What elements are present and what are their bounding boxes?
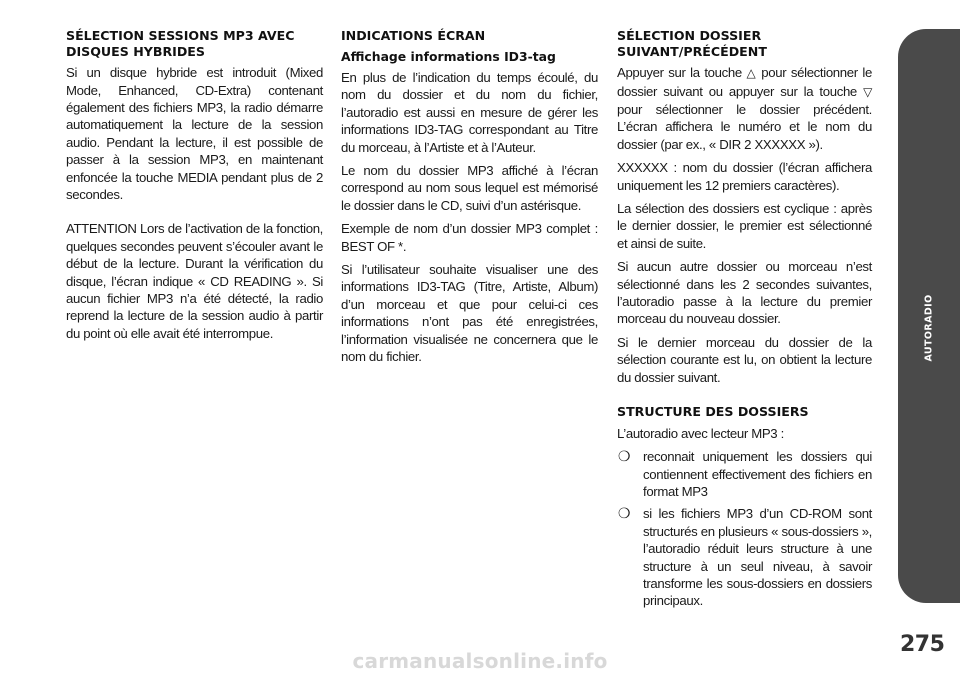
paragraph-cyclic: La sélection des dossiers est cyclique : après le dernier dossier, le premier est sélectionné et ainsi de suite. [617, 201, 872, 251]
heading-folder-select: SÉLECTION DOSSIER SUIVANT/PRÉCÉDENT [617, 28, 767, 59]
paragraph-folder-name: Le nom du dossier MP3 affiché à l’écran correspond au nom sous lequel est mémorisé le dossier dans le CD, suivi d’un astérisque. [341, 163, 598, 213]
paragraph-id3-missing: Si l’utilisateur souhaite visualiser une des informations ID3-TAG (Titre, Artiste, Album) d’un morceau et que pour celui-ci ces informations n’ont pas été enregistrées, l’information visualisée ne concernera que le nom du fichier. [341, 262, 598, 365]
column-middle [341, 28, 598, 372]
page-number: 275 [900, 632, 945, 657]
triangle-up-icon: △ [746, 66, 757, 81]
heading-hybrid-sessions: SÉLECTION SESSIONS MP3 AVEC DISQUES HYBRIDES [66, 28, 295, 59]
paragraph-attention: ATTENTION Lors de l’activation de la fonction, quelques secondes peuvent s’écouler avant le début de la lecture. Durant la vérification du disque, l’écran indique « CD READING ». Si aucun fichier MP3 n’a été détecté, la radio reprend la lecture de la session audio à partir du point où elle avait été interrompue. [66, 221, 323, 341]
circle-bullet-icon: ❍ [618, 448, 631, 465]
circle-bullet-icon: ❍ [618, 505, 631, 522]
paragraph-folder-buttons [617, 64, 872, 153]
paragraph-player-intro: L’autoradio avec lecteur MP3 : [617, 425, 784, 441]
watermark: carmanualsonline.info [352, 649, 608, 673]
bullet-list [617, 448, 872, 610]
text-press-key: Appuyer sur la touche [617, 65, 742, 81]
column-left [66, 28, 323, 348]
heading-screen-indications: INDICATIONS ÉCRAN [341, 28, 486, 43]
text-select-previous: pour sélectionner le dossier précédent. L’écran affichera le numéro et le nom du dossier (par ex., « DIR 2 XXXXXX »). [617, 102, 872, 152]
paragraph-timeout: Si aucun autre dossier ou morceau n’est sélectionné dans les 2 secondes suivantes, l’autoradio passe à la lecture du premier morceau du nouveau dossier. [617, 259, 872, 327]
paragraph-last-track: Si le dernier morceau du dossier de la sélection courante est lu, on obtient la lecture du dossier suivant. [617, 334, 872, 385]
paragraph-folder-example: Exemple de nom d’un dossier MP3 complet : BEST OF *. [341, 221, 598, 254]
paragraph-hybrid-intro: Si un disque hybride est introduit (Mixed Mode, Enhanced, CD-Extra) contenant également des fichiers MP3, la radio démarre automatiquement la lecture de la session audio. Pendant la lecture, il est possible de passer à la session MP3, en maintenant enfoncée la touche MEDIA pendant plus de 2 secondes. [66, 65, 323, 203]
list-item: ❍ si les fichiers MP3 d’un CD-ROM sont structurés en plusieurs « sous-dossiers », l’autoradio réduit leurs structure à une structure à un seul niveau, à savoir transforme les sous-dossiers en dossiers principaux. [618, 505, 872, 609]
triangle-down-icon: ▽ [863, 84, 872, 99]
paragraph-id3-intro: En plus de l’indication du temps écoulé, du nom du dossier et du nom du fichier, l’autoradio est aussi en mesure de gérer les informations ID3-TAG correspondant au Titre du morceau, à l’Artiste et à l’Auteur. [341, 70, 598, 155]
subheading-id3-tag: Affichage informations ID3-tag [341, 48, 556, 64]
section-label: AUTORADIO [923, 294, 935, 362]
list-item: ❍ reconnait uniquement les dossiers qui contiennent effectivement des fichiers en format MP3 [618, 448, 872, 499]
heading-folder-structure: STRUCTURE DES DOSSIERS [617, 404, 809, 420]
text-select-next: pour sélectionner le dossier suivant ou appuyer sur la touche [617, 65, 872, 99]
paragraph-folder-chars: XXXXXX : nom du dossier (l’écran affichera uniquement les 12 premiers caractères). [617, 160, 872, 193]
column-right [617, 28, 872, 616]
